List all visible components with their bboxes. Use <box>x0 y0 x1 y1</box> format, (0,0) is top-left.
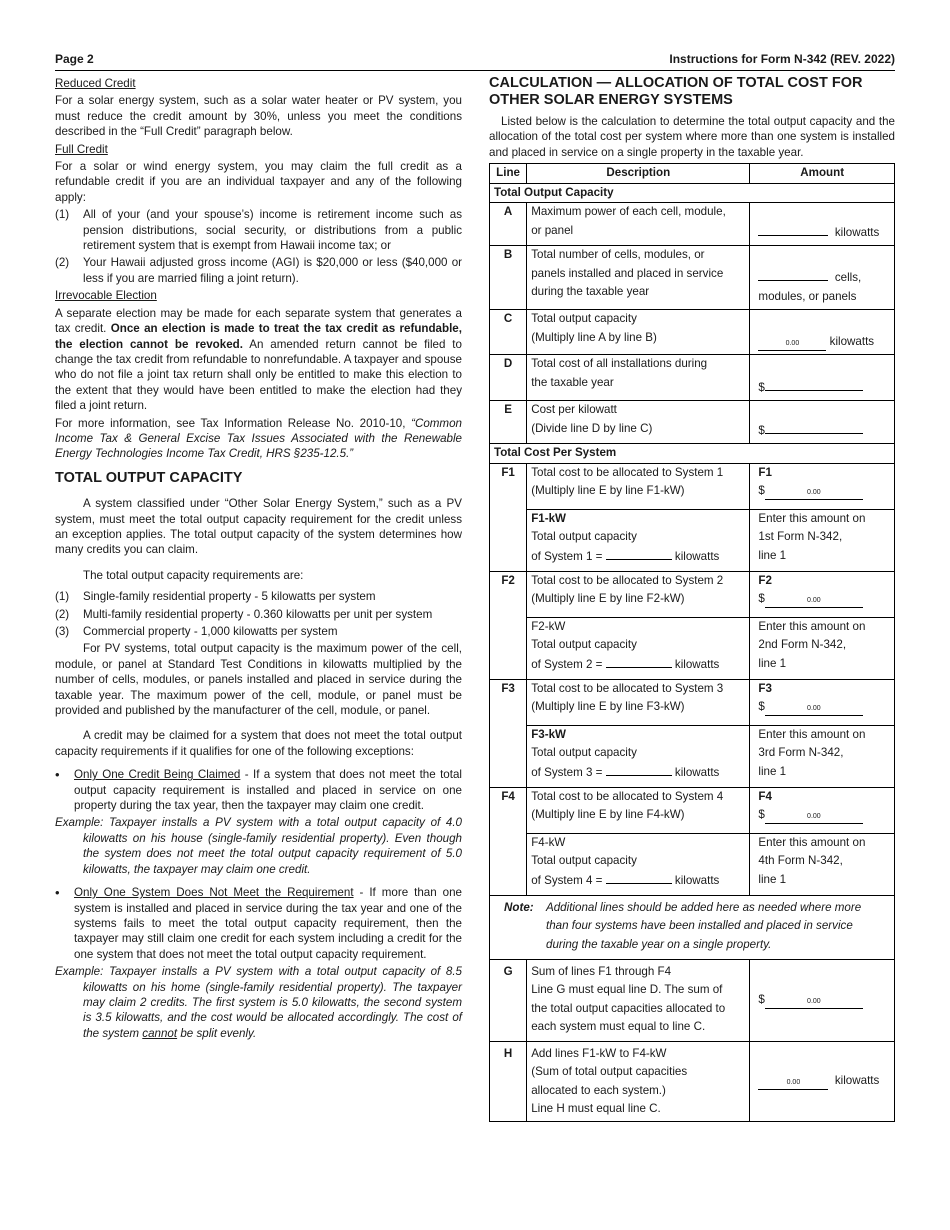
section-total-output-capacity: Total Output Capacity <box>490 183 895 203</box>
table-row: C Total output capacity (Multiply line A by line B) 0.00 kilowatts <box>490 310 895 355</box>
irrevocable-heading: Irrevocable Election <box>55 289 157 303</box>
paragraph: A credit may be claimed for a system that does not meet the total output capacity requirements if it qualifies for one of the following exceptions: <box>55 729 462 758</box>
reduced-credit-heading: Reduced Credit <box>55 77 136 90</box>
calculation-intro: Listed below is the calculation to determine the total output capacity and the allocation of the total cost per system where more than one system is installed and placed in service on a single property in the taxable year. <box>489 115 895 159</box>
table-row: F1-kW Total output capacity of System 1 = kilowatts Enter this amount on 1st Form N-342, line 1 <box>490 509 895 571</box>
table-header-row <box>490 164 895 184</box>
line-e-field[interactable]: $ <box>750 401 895 444</box>
section-heading: TOTAL OUTPUT CAPACITY <box>55 469 243 486</box>
list-item: (1) Single-family residential property - 5 kilowatts per system <box>55 590 376 604</box>
line-c-field[interactable]: 0.00 kilowatts <box>750 310 895 355</box>
table-row: E Cost per kilowatt (Divide line D by line C) $ <box>490 401 895 444</box>
table-row: F3-kW Total output capacity of System 3 = kilowatts Enter this amount on 3rd Form N-342, line 1 <box>490 725 895 787</box>
f2-kw-input[interactable]: F2-kW Total output capacity of System 2 = kilowatts <box>527 617 750 679</box>
list-item: (2) Multi-family residential property - 0.360 kilowatts per unit per system <box>55 607 433 621</box>
line-h-field[interactable]: 0.00 kilowatts <box>750 1041 895 1121</box>
list-item: (3) Commercial property - 1,000 kilowatts per system <box>55 625 338 638</box>
example-text: Example: Taxpayer installs a PV system with a total output capacity of 4.0 kilowatts on his house (single-family residential property). Even though the system does not meet the total output capacity requirement of 5.0 kilowatts, the taxpayer may claim one credit. <box>55 816 462 876</box>
header-rule <box>55 70 895 71</box>
page-number: Page 2 <box>55 52 94 66</box>
f4-kw-input[interactable]: F4-kW Total output capacity of System 4 = kilowatts <box>527 833 750 895</box>
reduced-credit-text: For a solar energy system, such as a solar water heater or PV system, you must reduce the credit amount by 30%, unless you meet the conditions described in the “Full Credit” paragraph below. <box>55 94 462 139</box>
list-item: (2) Your Hawaii adjusted gross income (AGI) is $20,000 or less ($40,000 or less if you are married filing a joint return). <box>55 256 462 285</box>
f1-amount-field[interactable]: F1 $ 0.00 <box>750 463 895 509</box>
left-column <box>55 76 462 1043</box>
line-b-input[interactable]: cells, modules, or panels <box>750 246 895 310</box>
table-row: F2-kW Total output capacity of System 2 = kilowatts Enter this amount on 2nd Form N-342, line 1 <box>490 617 895 679</box>
note-label: Note: <box>504 900 534 914</box>
full-credit-text: For a solar or wind energy system, you may claim the full credit as a refundable credit if you are an individual taxpayer and any of the following apply: <box>55 160 462 204</box>
more-info-text: For more information, see Tax Information Release No. 2010-10, “Common Income Tax & General Excise Tax Issues Associated with the Renewable Energy Technologies Income Tax Credit, HRS §235-12.5.” <box>55 416 462 461</box>
f3-amount-field[interactable]: F3 $ 0.00 <box>750 679 895 725</box>
calculation-title: CALCULATION — ALLOCATION OF TOTAL COST FOR OTHER SOLAR ENERGY SYSTEMS <box>489 75 863 108</box>
full-credit-heading: Full Credit <box>55 142 108 156</box>
table-row: F1 Total cost to be allocated to System 1 (Multiply line E by line F1-kW) F1 $ 0.00 <box>490 463 895 509</box>
note-text: Additional lines should be added here as needed where more than four systems have been installed and placed in service during the taxable year on a single property. <box>546 900 862 951</box>
example-text: Example: Taxpayer installs a PV system with a total output capacity of 8.5 kilowatts on his home (single-family residential property). The taxpayer may claim 2 credits. The first system is 5.0 kilowatts, the second system is 3.5 kilowatts, and the cost would be allocated accordingly. The cost of the system cannot be split evenly. <box>55 965 462 1040</box>
table-row: F3 Total cost to be allocated to System 3 (Multiply line E by line F3-kW) F3 $ 0.00 <box>490 679 895 725</box>
right-column <box>489 75 895 160</box>
col-header-description: Description <box>527 164 750 184</box>
f2-amount-field[interactable]: F2 $ 0.00 <box>750 571 895 617</box>
table-row: F2 Total cost to be allocated to System 2 (Multiply line E by line F2-kW) F2 $ 0.00 <box>490 571 895 617</box>
paragraph: A system classified under “Other Solar Energy System,” such as a PV system, must meet the total output capacity requirement for the credit unless an exception applies. The total output capacity of the system determines how many credits you can claim. <box>55 497 462 557</box>
calculation-table <box>489 163 895 1122</box>
form-title: Instructions for Form N-342 (REV. 2022) <box>669 52 895 66</box>
table-row: D Total cost of all installations during the taxable year $ <box>490 355 895 401</box>
section-total-cost-per-system: Total Cost Per System <box>490 444 895 464</box>
paragraph: The total output capacity requirements are: <box>83 568 304 582</box>
table-row: F4-kW Total output capacity of System 4 = kilowatts Enter this amount on 4th Form N-342, line 1 <box>490 833 895 895</box>
line-g-field[interactable]: $ 0.00 <box>750 959 895 1041</box>
bullet-item: • Only One Credit Being Claimed - If a system that does not meet the total output capacity requirement is installed and placed in service on one property during the tax year, then the taxpayer may claim one credit. <box>55 767 462 813</box>
paragraph: For PV systems, total output capacity is the maximum power of the cell, module, or panel at Standard Test Conditions in kilowatts multiplied by the number of cells, modules, or panels installed and placed in service during the taxable year. The maximum power of the cell, module, or panel must be provided and published by the manufacturer of the cell, module, or panel. <box>55 642 462 718</box>
table-row: G Sum of lines F1 through F4 Line G must equal line D. The sum of the total output capacities allocated to each system must equal to line C. $ 0.00 <box>490 959 895 1041</box>
line-d-input[interactable]: $ <box>750 355 895 401</box>
note-row <box>490 895 895 959</box>
list-item: (1) All of your (and your spouse’s) income is retirement income such as pension distributions, social security, or distributions from a public retirement system that is exempt from Hawaii income tax; or <box>55 208 462 253</box>
f3-kw-input[interactable]: F3-kW Total output capacity of System 3 = kilowatts <box>527 725 750 787</box>
line-a-input[interactable]: kilowatts <box>750 203 895 246</box>
table-row: F4 Total cost to be allocated to System 4 (Multiply line E by line F4-kW) F4 $ 0.00 <box>490 787 895 833</box>
table-row: H Add lines F1-kW to F4-kW (Sum of total output capacities allocated to each system.) Line H must equal line C. 0.00 kilowatts <box>490 1041 895 1121</box>
f1-kw-input[interactable]: F1-kW Total output capacity of System 1 = kilowatts <box>527 509 750 571</box>
table-row: A Maximum power of each cell, module, or panel kilowatts <box>490 203 895 246</box>
f4-amount-field[interactable]: F4 $ 0.00 <box>750 787 895 833</box>
col-header-amount: Amount <box>750 164 895 184</box>
table-row: B Total number of cells, modules, or panels installed and placed in service during the taxable year cells, modules, or panels <box>490 246 895 310</box>
bullet-item: • Only One System Does Not Meet the Requirement - If more than one system is installed and placed in service during the tax year and one of the systems fails to meet the total output capacity requirement, then the taxpayer may still claim one credit for each system including a credit for the one system that does not meet the total output capacity requirement. <box>55 885 463 961</box>
col-header-line: Line <box>490 164 527 184</box>
irrevocable-text: A separate election may be made for each separate system that generates a tax credit. Once an election is made to treat the tax credit as refundable, the election cannot be revoked. An amended return cannot be filed to change the tax credit from refundable to nonrefundable. A taxpayer and spouse who do not file a joint tax return shall only be entitled to make this election to the extent that they would have been entitled to make the election had they filed a joint return. <box>55 306 462 413</box>
